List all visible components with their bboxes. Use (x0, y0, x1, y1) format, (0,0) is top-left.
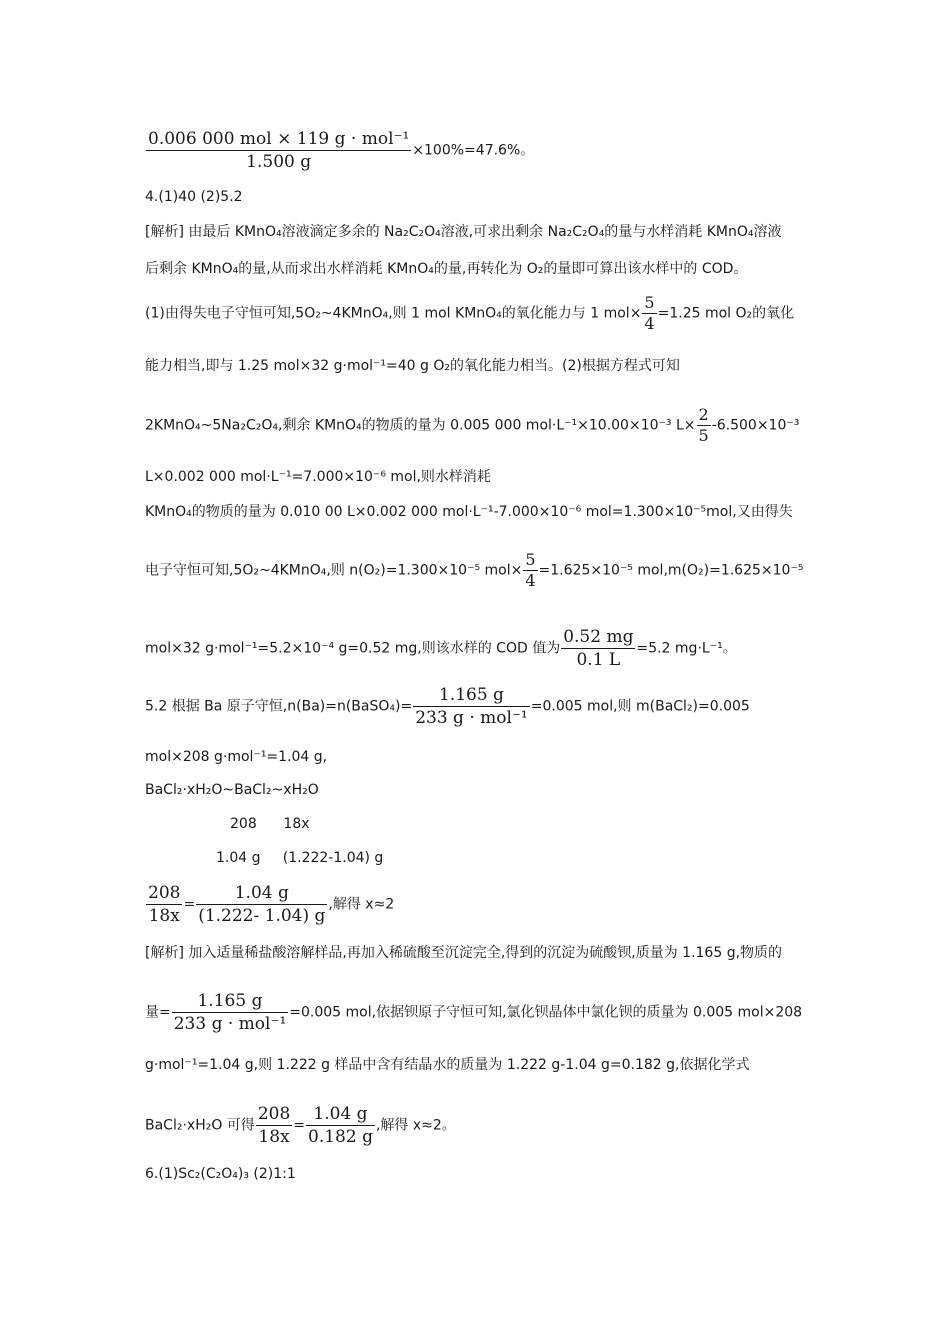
fraction-208-18x (256, 1103, 292, 1148)
analysis-line-6: L×0.002 000 mol·L⁻¹=7.000×10⁻⁶ mol,则水样消耗 (145, 469, 491, 485)
fraction-numerator: 2 (698, 405, 709, 424)
fraction-numerator: 0.006 000 mol × 119 g · mol⁻¹ (148, 129, 410, 149)
fraction-numerator: 1.165 g (172, 990, 289, 1013)
text-segment: 5.2 根据 Ba 原子守恒,n(Ba)=n(BaSO₄)= (145, 698, 413, 715)
fraction-denominator: 5 (698, 426, 709, 445)
question-5-line-2: mol×208 g·mol⁻¹=1.04 g, (145, 749, 328, 765)
text-segment: =0.005 mol,依据钡原子守恒可知,氯化钡晶体中氯化钡的质量为 0.005 mol×208 (289, 1004, 803, 1021)
fraction-denominator: 4 (525, 571, 536, 590)
text-segment: =5.2 mg·L⁻¹。 (636, 640, 737, 657)
analysis-line-3 (145, 293, 794, 334)
fraction-mass (196, 882, 327, 927)
analysis-line-9 (145, 626, 737, 671)
analysis-5-line-3: g·mol⁻¹=1.04 g,则 1.222 g 样品中含有结晶水的质量为 1.222 g-1.04 g=0.182 g,依据化学式 (145, 1057, 750, 1073)
question-5-ratio-row-1: 208 18x (230, 816, 310, 832)
fraction-numerator: 0.52 mg (563, 627, 634, 647)
fraction-denominator: 0.182 g (308, 1127, 373, 1147)
fraction-cod (561, 626, 635, 671)
fraction-208-18x (146, 882, 182, 927)
fraction-denominator: 1.500 g (246, 152, 312, 172)
question-5-proportion: $\frac{208}{18x}$ = $\frac{1.04 g}{(1.222- 1.04) g}$ ,解得 x≈2 (148, 883, 395, 926)
analysis-line-4: 能力相当,即与 1.25 mol×32 g·mol⁻¹=40 g O₂的氧化能力相当。(2)根据方程式可知 (145, 358, 680, 374)
analysis-line-1: [解析] 由最后 KMnO₄溶液滴定多余的 Na₂C₂O₄溶液,可求出剩余 Na₂C₂O₄的量与水样消耗 KMnO₄溶液 (145, 224, 782, 240)
fraction-numerator: 208 (148, 883, 181, 903)
text-segment: -6.500×10⁻³ (711, 417, 800, 434)
fraction-mass-ratio (146, 128, 411, 173)
fraction-denominator: 18x (258, 1127, 290, 1147)
fraction-denominator: 4 (644, 314, 655, 333)
analysis-5-line-4: BaCl₂·xH₂O 可得 $\frac{208}{18x}$ = $\frac{1.04 g}{0.182 g}$ ,解得 x≈2。 (145, 1104, 456, 1147)
fraction-2-5 (697, 405, 711, 446)
answer-line-1 (145, 128, 534, 173)
fraction-numerator: 1.165 g (413, 684, 530, 707)
text-segment: 2KMnO₄~5Na₂C₂O₄,剩余 KMnO₄的物质的量为 0.005 000 mol·L⁻¹×10.00×10⁻³ L× (145, 417, 696, 434)
fraction-numerator: 5 (525, 550, 536, 569)
text-segment: ,解得 x≈2。 (375, 1117, 456, 1134)
question-5-ratio-row-2: 1.04 g (1.222-1.04) g (216, 850, 384, 866)
fraction-denominator: 233 g · mol⁻¹ (173, 1014, 287, 1034)
text-segment: =1.25 mol O₂的氧化 (657, 305, 795, 322)
fraction-denominator: 0.1 L (576, 650, 621, 670)
analysis-5-line-2 (145, 990, 802, 1035)
question-5-line-1 (145, 684, 750, 729)
text-segment: ,解得 x≈2 (328, 896, 395, 913)
analysis-line-5 (145, 405, 799, 446)
question-6-answer: 6.(1)Sc₂(C₂O₄)₃ (2)1:1 (145, 1166, 296, 1182)
fraction-numerator: 208 (257, 1104, 291, 1124)
text-segment: BaCl₂·xH₂O 可得 (145, 1117, 255, 1134)
fraction-numerator: 1.04 g (196, 882, 327, 905)
fraction-mass (306, 1103, 375, 1148)
fraction-denominator: 233 g · mol⁻¹ (415, 708, 528, 728)
analysis-line-2: 后剩余 KMnO₄的量,从而求出水样消耗 KMnO₄的量,再转化为 O₂的量即可算出该水样中的 COD。 (145, 261, 748, 277)
analysis-line-7: KMnO₄的物质的量为 0.010 00 L×0.002 000 mol·L⁻¹-7.000×10⁻⁶ mol=1.300×10⁻⁵mol,又由得失 (145, 504, 793, 520)
question-5-relation: BaCl₂·xH₂O~BaCl₂~xH₂O (145, 782, 319, 798)
fraction-denominator: (1.222- 1.04) g (198, 906, 326, 926)
percent-result: ×100%=47.6%。 (412, 142, 535, 159)
text-segment: 量= (145, 1004, 171, 1021)
text-segment: =1.625×10⁻⁵ mol,m(O₂)=1.625×10⁻⁵ (538, 562, 804, 579)
fraction-numerator: 5 (644, 293, 655, 312)
analysis-line-8 (145, 550, 803, 591)
fraction-baso4 (172, 990, 289, 1035)
analysis-5-line-1: [解析] 加入适量稀盐酸溶解样品,再加入稀硫酸至沉淀完全,得到的沉淀为硫酸钡,质量为 1.165 g,物质的 (145, 945, 783, 961)
text-segment: mol×32 g·mol⁻¹=5.2×10⁻⁴ g=0.52 mg,则该水样的 COD 值为 (145, 640, 561, 657)
fraction-denominator: 18x (148, 906, 180, 926)
question-4-answer: 4.(1)40 (2)5.2 (145, 189, 243, 205)
text-segment: 电子守恒可知,5O₂~4KMnO₄,则 n(O₂)=1.300×10⁻⁵ mol× (145, 562, 523, 579)
text-segment: (1)由得失电子守恒可知,5O₂~4KMnO₄,则 1 mol KMnO₄的氧化能力与 1 mol× (145, 305, 642, 322)
fraction-numerator: 1.04 g (306, 1103, 375, 1126)
fraction-5-4 (523, 550, 537, 591)
text-segment: =0.005 mol,则 m(BaCl₂)=0.005 (530, 698, 750, 715)
fraction-baso4 (413, 684, 530, 729)
fraction-5-4 (642, 293, 656, 334)
